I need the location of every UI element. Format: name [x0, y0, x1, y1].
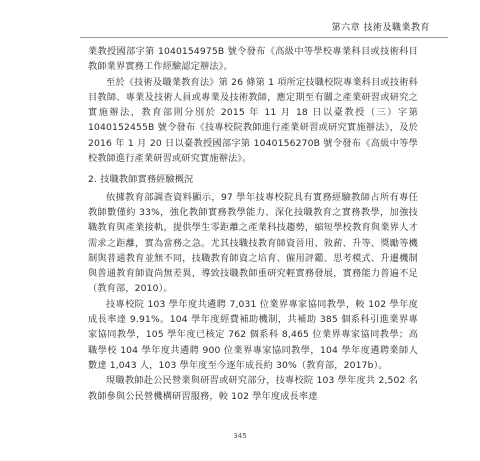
body-text [88, 44, 418, 404]
running-header: 第六章 技術及職業教育 [331, 23, 430, 33]
paragraph-5: 現職教師赴公民營業與研習或研究部分，技專校院 103 學年度共 2,502 名教師參與公民營機構研習服務，較 102 學年度成長率達 [88, 375, 418, 402]
page-number: 345 [233, 432, 247, 440]
section-heading: 2. 技職教師實務經驗概況 [88, 174, 194, 186]
paragraph-2: 至於《技術及職業教育法》第 26 條第 1 項所定技職校院專業科目或技術科目教師、專業及技術人員或專業及技術教師，應定期至有關之產業研習或研究之實施辦法，教育部則分別於 2015 年 11 月 18 日以臺教授（三）字第 1040152455B 號令發布《技專校院教師進行產業研習或研究實施辦法》，及於 2016 年 1 月 20 日以臺教授國部字第 1040156270B 號令發布《高級中等學校教師進行產業研習或研究實施辦法》。 [88, 76, 418, 165]
paragraph-3: 依據教育部調查資料顯示，97 學年技專校院具有實務經驗教師占所有專任教師數僅約 33%，強化教師實務教學能力、深化技職教育之實務教學，加強技職教育與產業接軌，提供學生零距離之產業科技趨勢，縮短學校教育與業界人才需求之距離，實為當務之急。尤其技職技教育師資晉用、敘薪、升等、獎勵等機制與普通教育並無不同，技職教育師資之培育、僱用評鑑、思考模式、升遷機制與普通教育師資尚無差異，導致技職教師重研究輕實務發展，實務能力普遍不足（教育部，2010）。 [88, 191, 418, 295]
paragraph-4: 技專校院 103 學年度共遴聘 7,031 位業界專家協同教學，較 102 學年度成長率達 9.91%。104 學年度經費補助機制，共補助 385 個系科引進業界專家協同教學，105 學年度已核定 762 個系科 8,465 位業界專家協同教學；高職學校 104 學年度共遴聘 900 位業界專家協同教學，104 學年度遴聘業師人數達 1,043 人，103 學年度至今逐年成長約 30%（教育部，2017b）。 [88, 298, 418, 371]
paragraph-1: 業教授國部字第 1040154975B 號令發布《高級中等學校專業科目或技術科目教師業界實務工作經驗認定辦法》。 [88, 46, 418, 73]
header-divider [80, 37, 448, 38]
